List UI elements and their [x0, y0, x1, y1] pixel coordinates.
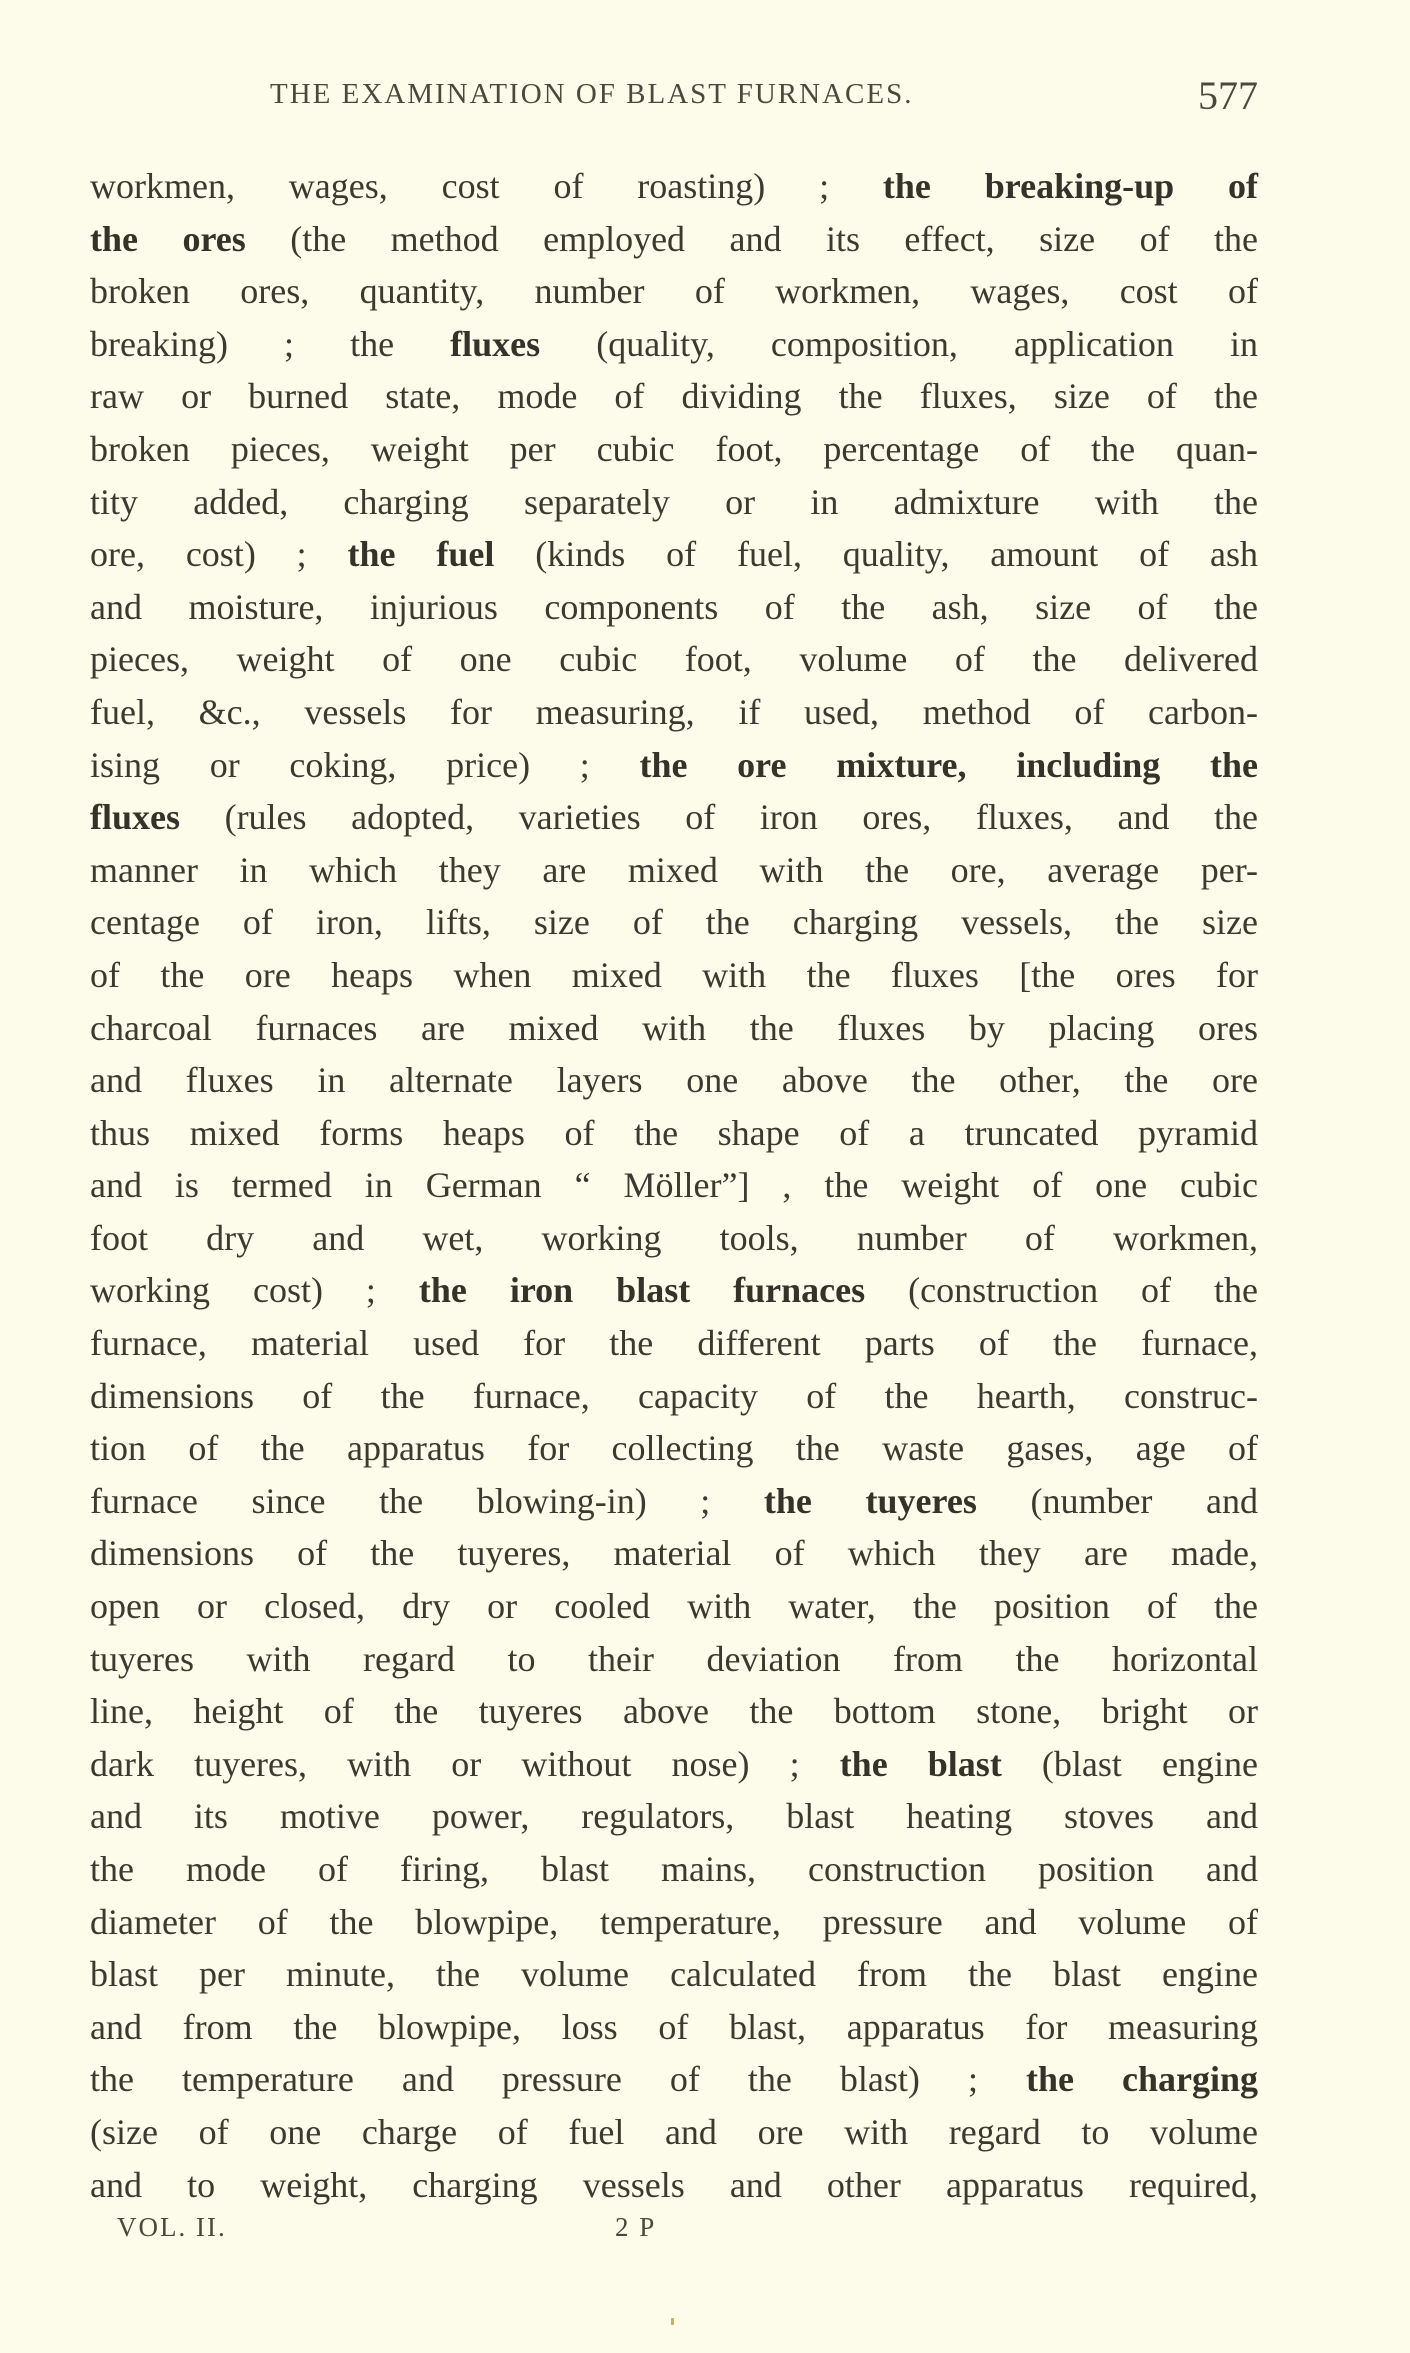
text-line	[90, 213, 1258, 266]
bold-heading-text: the charging	[1025, 2059, 1258, 2100]
text-segment: ore, cost) ;	[90, 534, 348, 575]
text-line	[90, 581, 1258, 634]
running-header: THE EXAMINATION OF BLAST FURNACES.	[270, 78, 914, 110]
text-line	[90, 1685, 1258, 1738]
text-segment: dimensions of the furnace, capacity of the hearth, construc-	[90, 1375, 1258, 1416]
text-line	[90, 1212, 1258, 1265]
text-line	[90, 528, 1258, 581]
footer-signature-mark: 2 P	[615, 2212, 657, 2242]
text-segment: of the ore heaps when mixed with the fluxes [the ores for	[90, 954, 1258, 995]
text-segment: and moisture, injurious components of the ash, size of the	[90, 586, 1258, 627]
text-line	[90, 1843, 1258, 1896]
text-line	[90, 2159, 1258, 2212]
text-segment: the mode of firing, blast mains, construction position and	[90, 1849, 1258, 1889]
text-segment: ising or coking, price) ;	[90, 744, 640, 785]
text-line	[90, 1633, 1258, 1686]
text-segment: pieces, weight of one cubic foot, volume of the delivered	[90, 639, 1258, 680]
text-line	[90, 1790, 1258, 1843]
text-line	[90, 2001, 1258, 2054]
text-segment: tity added, charging separately or in admixture with the	[90, 481, 1258, 522]
bold-heading-text: the breaking-up of	[882, 166, 1258, 206]
text-segment: and is termed in German “ Möller”] , the weight of one cubic	[90, 1165, 1258, 1206]
text-segment: (number and	[976, 1480, 1259, 1521]
text-line	[90, 791, 1258, 844]
text-line	[90, 1317, 1258, 1370]
text-segment: raw or burned state, mode of dividing the fluxes, size of the	[90, 376, 1258, 417]
bold-heading-text: the tuyeres	[763, 1480, 977, 1521]
text-line	[90, 423, 1258, 476]
text-line	[90, 896, 1258, 949]
text-segment: tion of the apparatus for collecting the waste gases, age of	[90, 1428, 1258, 1469]
text-segment: open or closed, dry or cooled with water, the position of the	[90, 1586, 1258, 1627]
text-line	[90, 370, 1258, 423]
text-segment: diameter of the blowpipe, temperature, pressure and volume of	[90, 1901, 1258, 1942]
text-segment: thus mixed forms heaps of the shape of a truncated pyramid	[90, 1112, 1258, 1153]
text-segment: (the method employed and its effect, size of the	[245, 218, 1258, 259]
text-line	[90, 739, 1258, 792]
text-line	[90, 2053, 1258, 2106]
bold-heading-text: the fuel	[347, 534, 495, 575]
text-segment: charcoal furnaces are mixed with the fluxes by placing ores	[90, 1007, 1258, 1048]
text-segment: and to weight, charging vessels and other apparatus required,	[90, 2164, 1258, 2205]
text-line	[90, 1159, 1258, 1212]
text-segment: the temperature and pressure of the blast) ;	[90, 2059, 1026, 2100]
text-segment: tuyeres with regard to their deviation from the horizontal	[90, 1638, 1258, 1679]
text-line	[90, 633, 1258, 686]
text-segment: manner in which they are mixed with the ore, average per-	[90, 849, 1258, 890]
text-segment: blast per minute, the volume calculated from the blast engine	[90, 1954, 1258, 1995]
text-line	[90, 1580, 1258, 1633]
text-line	[90, 1264, 1258, 1317]
bold-heading-text: fluxes	[90, 797, 180, 838]
text-segment: broken pieces, weight per cubic foot, percentage of the quan-	[90, 428, 1258, 469]
text-line	[90, 476, 1258, 529]
page-number: 577	[1198, 73, 1258, 118]
text-line	[90, 265, 1258, 318]
text-line	[90, 949, 1258, 1002]
text-segment: (quality, composition, application in	[540, 323, 1259, 364]
text-segment: dimensions of the tuyeres, material of which they are made,	[90, 1533, 1258, 1574]
text-segment: workmen, wages, cost of roasting) ;	[90, 166, 883, 206]
bold-heading-text: the iron blast furnaces	[418, 1270, 866, 1311]
text-segment: working cost) ;	[90, 1270, 419, 1311]
text-segment: (rules adopted, varieties of iron ores, fluxes, and the	[180, 797, 1258, 838]
text-segment: and fluxes in alternate layers one above the other, the ore	[90, 1060, 1258, 1101]
text-segment: and its motive power, regulators, blast heating stoves and	[90, 1796, 1258, 1837]
text-line	[90, 1948, 1258, 2001]
text-line	[90, 844, 1258, 897]
bold-heading-text: the ore mixture, including the	[639, 744, 1258, 785]
body-text	[90, 160, 1258, 2211]
text-segment: dark tuyeres, with or without nose) ;	[90, 1743, 840, 1784]
text-line	[90, 1475, 1258, 1528]
text-line	[90, 686, 1258, 739]
text-segment: centage of iron, lifts, size of the charging vessels, the size	[90, 902, 1258, 943]
footer-volume: VOL. II.	[117, 2212, 227, 2242]
bold-heading-text: the ores	[90, 218, 246, 259]
text-segment: furnace since the blowing-in) ;	[90, 1480, 764, 1521]
paper-speck	[671, 2318, 674, 2325]
text-line	[90, 1002, 1258, 1055]
text-line	[90, 1370, 1258, 1423]
text-segment: breaking) ; the	[90, 323, 451, 364]
text-line	[90, 1422, 1258, 1475]
text-segment: (construction of the	[865, 1270, 1258, 1311]
text-segment: foot dry and wet, working tools, number of workmen,	[90, 1217, 1258, 1258]
text-segment: fuel, &c., vessels for measuring, if used, method of carbon-	[90, 691, 1258, 732]
bold-heading-text: fluxes	[450, 323, 541, 364]
text-line	[90, 1054, 1258, 1107]
text-segment: (blast engine	[1001, 1743, 1258, 1784]
text-line	[90, 318, 1258, 371]
text-segment: furnace, material used for the different parts of the furnace,	[90, 1323, 1258, 1364]
text-line	[90, 1107, 1258, 1160]
text-line	[90, 160, 1258, 213]
text-segment: and from the blowpipe, loss of blast, apparatus for measuring	[90, 2006, 1258, 2047]
text-segment: broken ores, quantity, number of workmen, wages, cost of	[90, 271, 1258, 312]
text-line	[90, 1527, 1258, 1580]
text-segment: (size of one charge of fuel and ore with regard to volume	[90, 2111, 1258, 2152]
text-segment: (kinds of fuel, quality, amount of ash	[494, 534, 1258, 575]
text-line	[90, 1896, 1258, 1949]
text-segment: line, height of the tuyeres above the bottom stone, bright or	[90, 1691, 1258, 1732]
bold-heading-text: the blast	[839, 1743, 1002, 1784]
text-line	[90, 1738, 1258, 1791]
text-line	[90, 2106, 1258, 2159]
